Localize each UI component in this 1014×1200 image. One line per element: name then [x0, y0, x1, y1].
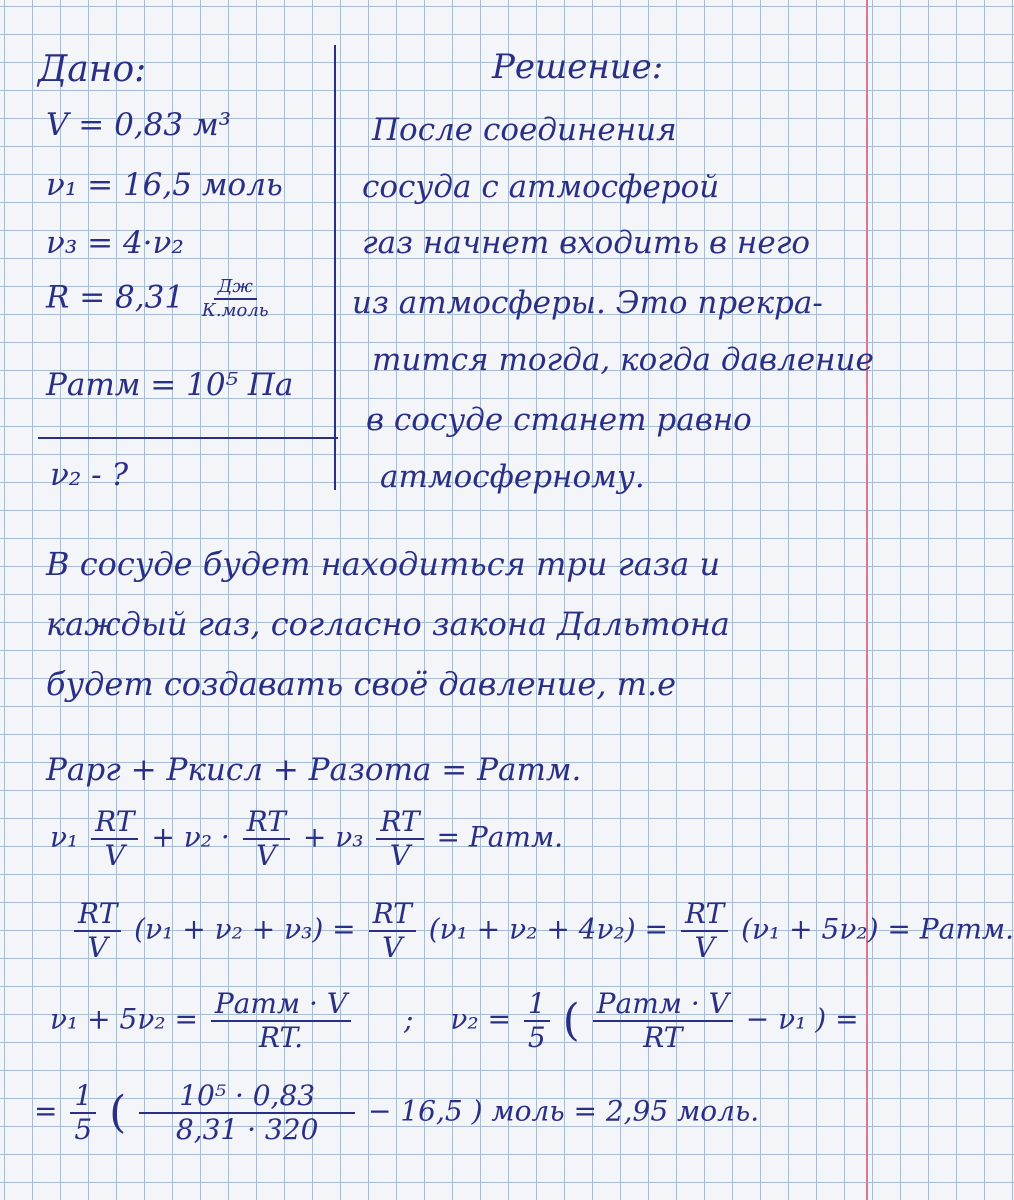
- given-gas-constant: [46, 278, 277, 320]
- equation-factored: [70, 897, 1014, 964]
- eq3-fraction-3: [681, 897, 728, 964]
- eq3-fraction-2: [369, 897, 416, 964]
- eq3-part-1: (ν₁ + ν₂ + ν₃) =: [134, 912, 356, 946]
- notebook-margin-line: [866, 0, 868, 1200]
- equation-solve-nu2: [50, 987, 859, 1054]
- solution-line-4: из атмосферы. Это прекра-: [352, 285, 823, 321]
- eq3-frac3-num: RT: [681, 900, 728, 932]
- eq5-frac-num: 10⁵ · 0,83: [139, 1082, 355, 1114]
- eq5-one-fifth-num: 1: [70, 1082, 96, 1114]
- eq4-inner-fraction: [593, 987, 733, 1054]
- eq5-one-fifth: [70, 1079, 96, 1146]
- eq4-frac-den: RT.: [258, 1021, 303, 1054]
- eq3-part-3: (ν₁ + 5ν₂) = Pатм.: [741, 912, 1014, 946]
- eq2-frac2-num: RT: [243, 808, 290, 840]
- equation-moles-sum: [50, 805, 564, 872]
- body-line-1: В сосуде будет находиться три газа и: [46, 545, 721, 583]
- eq4-inner-den: RT: [643, 1021, 683, 1054]
- eq4-rhs-end: − ν₁ ) =: [745, 1002, 859, 1036]
- eq4-inner-num: Pатм · V: [593, 990, 733, 1022]
- eq3-frac1-num: RT: [74, 900, 121, 932]
- eq5-fraction: [139, 1079, 355, 1146]
- eq2-frac2-den: V: [256, 839, 277, 872]
- eq2-fraction-2: [243, 805, 290, 872]
- given-heading: Дано:: [38, 49, 147, 90]
- eq3-part-2: (ν₁ + ν₂ + 4ν₂) =: [428, 912, 669, 946]
- solution-line-2: сосуда с атмосферой: [362, 169, 720, 205]
- body-line-3: будет создавать своё давление, т.е: [46, 665, 677, 703]
- gas-constant-unit-num: Дж: [214, 278, 257, 300]
- eq2-frac3-num: RT: [376, 808, 423, 840]
- eq5-start: =: [34, 1094, 58, 1128]
- eq4-one-fifth-den: 5: [527, 1021, 546, 1054]
- gas-constant-unit: [198, 278, 273, 320]
- gas-constant-value: R = 8,31: [46, 279, 185, 316]
- solution-line-3: газ начнет входить в него: [362, 225, 811, 261]
- given-volume: V = 0,83 м³: [46, 107, 232, 143]
- eq2-frac1-num: RT: [91, 808, 138, 840]
- eq4-frac-num: Pатм · V: [211, 990, 351, 1022]
- given-atm-pressure: Pатм = 10⁵ Па: [46, 367, 294, 403]
- solution-heading: Решение:: [492, 47, 664, 87]
- eq2-frac1-den: V: [104, 839, 125, 872]
- eq4-one-fifth-num: 1: [524, 990, 550, 1022]
- given-separator-line: [38, 437, 338, 439]
- eq5-frac-den: 8,31 · 320: [175, 1113, 319, 1146]
- eq4-lhs: ν₁ + 5ν₂ =: [50, 1002, 198, 1036]
- eq4-open-paren: (: [562, 995, 580, 1046]
- solution-line-1: После соединения: [372, 112, 677, 148]
- solution-line-7: атмосферному.: [380, 459, 645, 495]
- given-nu3: ν₃ = 4·ν₂: [46, 225, 184, 261]
- given-find: ν₂ - ?: [50, 457, 129, 493]
- eq4-separator: ;: [403, 1002, 414, 1036]
- eq2-term-1: ν₁: [50, 820, 79, 854]
- eq3-fraction-1: [74, 897, 121, 964]
- eq4-one-fifth: [524, 987, 550, 1054]
- equation-numeric-result: [34, 1079, 760, 1146]
- body-line-2: каждый газ, согласно закона Дальтона: [46, 605, 730, 643]
- eq5-one-fifth-den: 5: [74, 1113, 93, 1146]
- eq2-fraction-1: [91, 805, 138, 872]
- eq3-frac1-den: V: [87, 931, 108, 964]
- eq3-frac2-num: RT: [369, 900, 416, 932]
- eq2-term-2: + ν₂ ·: [151, 820, 230, 854]
- eq3-frac2-den: V: [382, 931, 403, 964]
- eq5-tail: − 16,5 ) моль = 2,95 моль.: [368, 1094, 760, 1128]
- eq2-frac3-den: V: [389, 839, 411, 872]
- eq4-rhs-start: ν₂ =: [450, 1002, 511, 1036]
- equation-partial-pressures: Pарг + Pкисл + Pазота = Pатм.: [46, 752, 582, 788]
- solution-line-5: тится тогда, когда давление: [372, 342, 874, 378]
- eq2-term-4: = Pатм.: [436, 820, 564, 854]
- eq2-term-3: + ν₃: [302, 820, 364, 854]
- eq5-open-paren: (: [109, 1087, 127, 1138]
- solution-line-6: в сосуде станет равно: [366, 402, 752, 438]
- eq4-fraction: [211, 987, 351, 1054]
- given-nu1: ν₁ = 16,5 моль: [46, 167, 283, 203]
- gas-constant-unit-den: К.моль: [201, 300, 269, 321]
- eq2-fraction-3: [376, 805, 423, 872]
- eq3-frac3-den: V: [694, 931, 715, 964]
- given-divider-line: [334, 45, 336, 490]
